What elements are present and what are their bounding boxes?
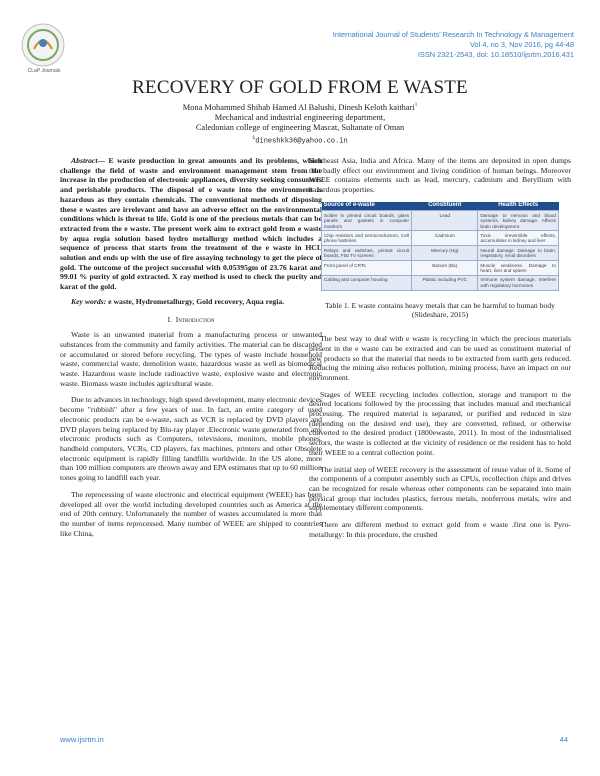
table-cell: Cadmium: [412, 231, 478, 246]
affiliation-institution: Caledonian college of engineering Mascat, Sultanate of Oman: [195, 122, 405, 132]
footer-url-link[interactable]: www.ijsrtm.in: [60, 735, 104, 744]
table-row: [322, 261, 559, 276]
table-cell: Toxic irreversible effects, accumulates in kidney and liver: [478, 231, 559, 246]
table-row: [322, 231, 559, 246]
body-paragraph: Southeast Asia, India and Africa. Many of the items are deposited in open dumps that badly effect our environment and living condition of human beings. Moreover WEEE contains elements such as lead, mercury, cadmium and Beryllium with hazardous properties.: [309, 156, 571, 195]
table-cell: Muscle weakness. Damage to heart, liver and spleen: [478, 261, 559, 276]
keywords-label: Key words:: [71, 296, 107, 306]
logo-label: CLaP Journals: [27, 68, 61, 74]
ewaste-table: [321, 202, 559, 291]
table-row: [322, 211, 559, 231]
left-column: [60, 156, 322, 545]
journal-name: International Journal of Students' Research In Technology & Management: [332, 30, 574, 39]
right-column: [309, 156, 571, 546]
section-title: Introduction: [175, 314, 215, 324]
table-header-cell: Health Effects: [478, 202, 559, 211]
table-row: [322, 246, 559, 261]
table-cell: Barium (Ba): [412, 261, 478, 276]
body-paragraph: Due to advances in technology, high speed development, many electronic devices become "rubbish" after a few years of use. In fact, an entire category of used electronic products can be e-waste, such as VCR is replaced by DVD players and DVD players being replaced by Blu-ray player .Electronic waste generated from any electronic products such as Computers, televisions, monitors, mobile phones, handheld computers, VCRs, CD players, fax machines, printers and other Obsolete electronic equipment is rapidly filling landfills worldwide. In the US alone, more than 100 million computers are thrown away and EPA estimates that up to 60 million tones going to landfill each year.: [60, 395, 322, 483]
table-header-row: [322, 202, 559, 211]
table-cell: Solder in printed circuit boards, glass panels and gaskets in computer monitors: [322, 211, 412, 231]
paper-title: RECOVERY OF GOLD FROM E WASTE: [132, 77, 468, 98]
body-paragraph: Waste is an unwanted material from a manufacturing process or unwanted substances from the community and family activities. The material can be discarded or accumulated or stored before recycling. The types of waste include household waste, commercial waste, demolition waste, hazardous waste as well as biomedical waste. Hazardous waste include radioactive waste, explosive waste and electronic waste. Biomass waste includes agricultural waste.: [60, 330, 322, 388]
table-cell: Immune system damage. Interfere with regulatory hormones: [478, 275, 559, 290]
author-block: [0, 101, 600, 146]
author-names: Mona Mohammed Shihab Hamed Al Balushi, Dinesh Keloth kaithari: [182, 102, 415, 112]
email-superscript: 1: [252, 134, 256, 141]
section-heading-introduction: [60, 315, 322, 325]
table-cell: Front panel of CRTs: [322, 261, 412, 276]
table-cell: Mercury (Hg): [412, 246, 478, 261]
body-paragraph: The initial step of WEEE recovery is the assessment of reuse value of it. Some of the components of a computer assembly such as CPUs, recollection chips and drives can be recognized for resale whereas other components can be separated into main physical group that includes plastics, ferrous metals, nonferrous metals, wire and supplementary different components.: [309, 464, 571, 513]
keywords-text: e waste, Hydrometallurgy, Gold recovery, Aqua regia.: [106, 296, 285, 306]
email-line: [0, 133, 600, 146]
journal-header: [214, 30, 574, 61]
table-cell: Cabling and computer housing: [322, 275, 412, 290]
body-paragraph: The best way to deal with e waste is recycling in which the precious materials present in the e waste can be extracted and can be used as constituent material of new products so that the material that needs to be extracted from earth gets reduced. Reducing the mining also reduces pollution, mining process, have an impact on our environment.: [309, 334, 571, 382]
author-superscript: 1: [414, 103, 418, 108]
table-header-cell: Source of e-waste: [322, 202, 412, 211]
journal-issn: ISSN 2321-2543, doi: 10.18510/ijsrtm.2016.431: [417, 50, 574, 60]
table-cell: Chip resistors and semiconductors, Cell phone batteries: [322, 231, 412, 246]
table-cell: Plastic including PVC: [412, 275, 478, 290]
page-number: 44: [559, 735, 568, 744]
section-number: I.: [167, 314, 172, 324]
table-header-cell: Constituent: [412, 202, 478, 211]
body-paragraph: There are different method to extract gold from e waste .first one is Pyro-metallurgy: In this procedure, the crushed: [309, 520, 571, 539]
table-cell: Neural damage. Damage to brain, respiratory, renal disorders: [478, 246, 559, 261]
affiliation-department: Mechanical and industrial engineering department,: [214, 112, 386, 122]
authors: [0, 101, 600, 113]
abstract: [60, 156, 322, 292]
table-caption: Table 1. E waste contains heavy metals that can be harmful to human body (Slideshare, 2015): [324, 300, 556, 320]
author-email: dineshkk36@yahoo.co.in: [255, 137, 348, 146]
journal-logo-icon: [20, 22, 66, 68]
table-cell: Relays and switches, printed circuit boards, Flat TV screens: [322, 246, 412, 261]
table-row: [322, 275, 559, 290]
abstract-text: E waste production in great amounts and its problems, which challenge the field of waste and environment management stem from the increase in the production of electronic appliances, diversity seeking consumers and perishable products. The disposal of e waste into the environment is hazardous as they contain chemicals. The conventional methods of disposing these e wastes are irrelevant and have an adverse effect on the environmental conditions which is threat to life. Gold is one of the precious metals that can be extracted from the e waste. The present work aim to extract gold from e waste by aqua regia solution based hydro metallurgy method which includes a sequence of process that starts from the treatment of the e waste in HCL solution and ends up with the use of fire assaying technology to get the piece of gold. The outcome of the project successful with 0.05395gm of 23.76 karat and 99.01 % purity of gold extracted. X ray method is used to check the purity and karat of the gold.: [60, 156, 322, 292]
journal-volume: Vol 4, no 3, Nov 2016, pg 44-48: [470, 40, 574, 50]
body-paragraph: The reprocessing of waste electronic and electrical equipment (WEEE) has been developed all over the world including developed countries such as America at the end of 20th century. Unfortunately the number of wastes accumulated is more than the number of items reprocessed. Many number of WEEE are shipped to countries like China,: [60, 489, 322, 538]
abstract-label: Abstract—: [71, 156, 106, 165]
keywords: [60, 297, 322, 307]
body-paragraph: Stages of WEEE recycling includes collection, storage and transport to the desired locations followed by the processing that includes manual and mechanical processing. The required material is separated, or purified and reduced in size (depending on the desired end use), they are converted, refined, or otherwise converted to the desired product (1800ewaste, 2011). In most of the industrialised sectors, the waste is collected at the vicinity of residence or the resident has to hold their WEEE to a central collection point.: [309, 389, 571, 457]
table-cell: Damage to nervous and blood systems, kidney damage. Affects brain development.: [478, 211, 559, 231]
table-cell: Lead: [412, 211, 478, 231]
